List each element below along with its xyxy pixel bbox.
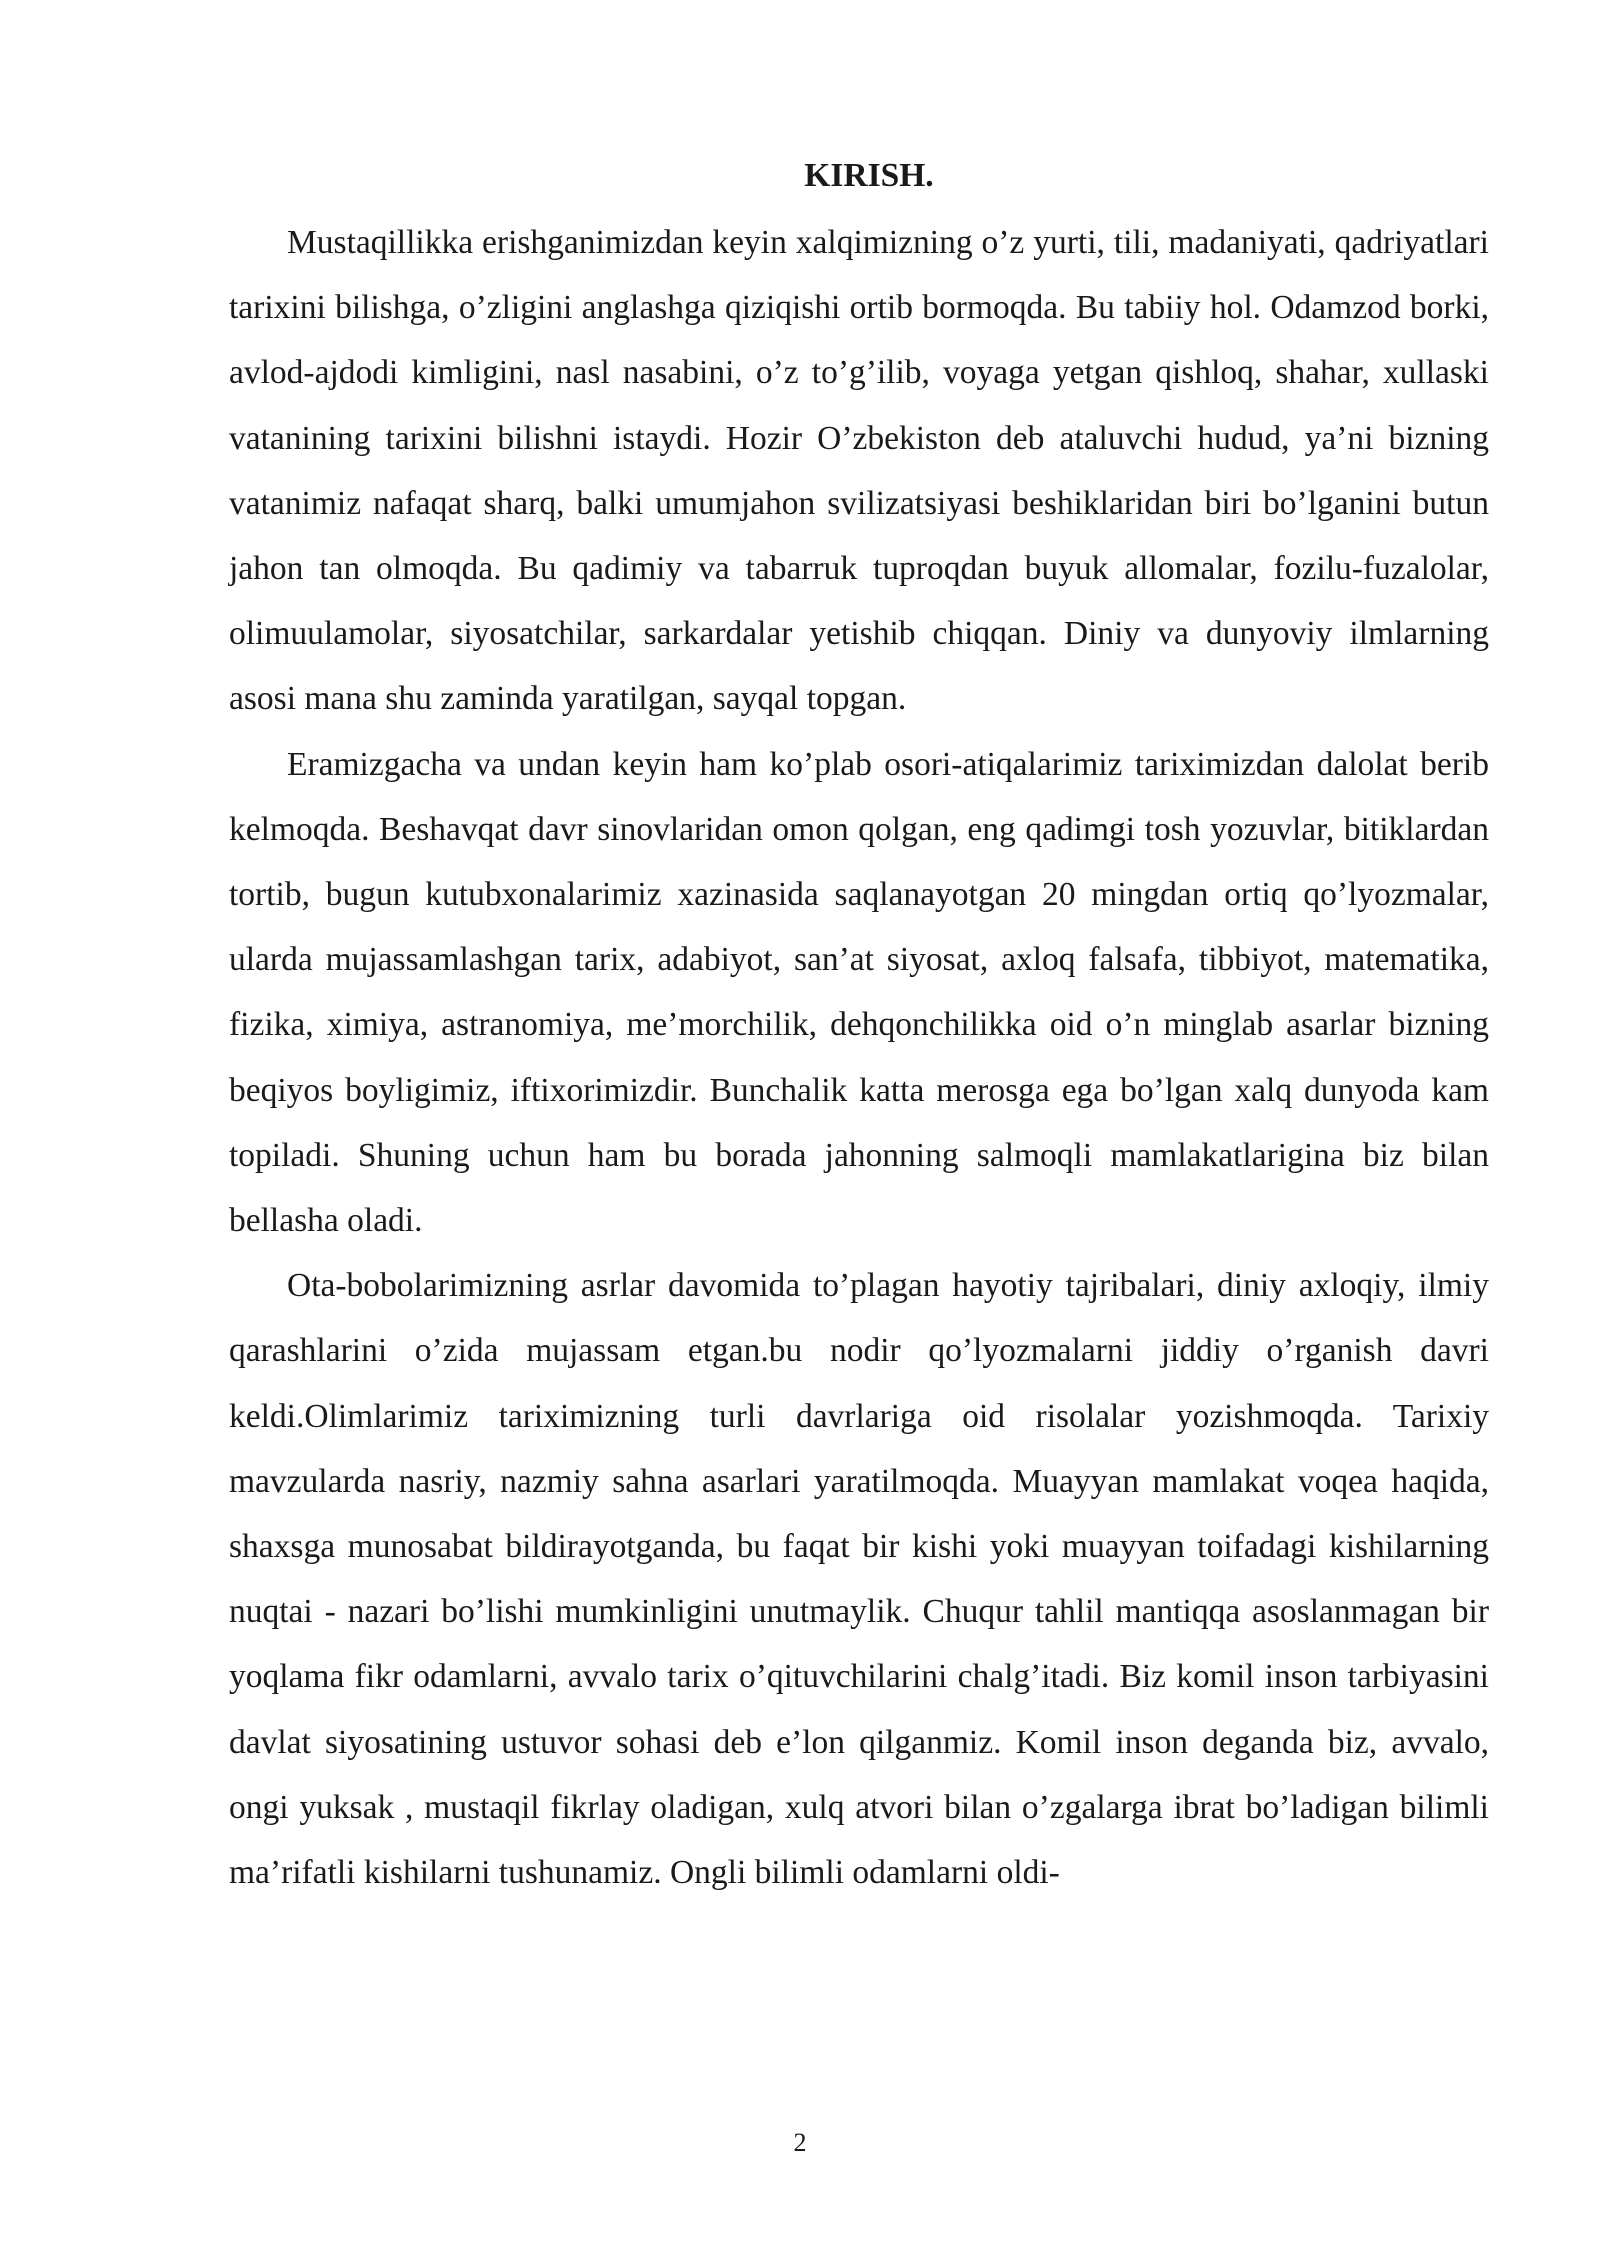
- paragraph-1: Mustaqillikka erishganimizdan keyin xalqimizning o’z yurti, tili, madaniyati, qadriyatlari tarixini bilishga, o’zligini anglashga qiziqishi ortib bormoqda. Bu tabiiy hol. Odamzod borki, avlod-ajdodi kimligini, nasl nasabini, o’z to’g’ilib, voyaga yetgan qishloq, shahar, xullaski vatanining tarixini bilishni istaydi. Hozir O’zbekiston deb ataluvchi hudud, ya’ni bizning vatanimiz nafaqat sharq, balki umumjahon svilizatsiyasi beshiklaridan biri bo’lganini butun jahon tan olmoqda. Bu qadimiy va tabarruk tuproqdan buyuk allomalar, fozilu-fuzalolar, olimuulamolar, siyosatchilar, sarkardalar yetishib chiqqan. Diniy va dunyoviy ilmlarning asosi mana shu zaminda yaratilgan, sayqal topgan.: [229, 224, 1489, 718]
- paragraph-3: Ota-bobolarimizning asrlar davomida to’plagan hayotiy tajribalari, diniy axloqiy, ilmiy qarashlarini o’zida mujassam etgan.bu nodir qo’lyozmalarni jiddiy o’rganish davri keldi.Olimlarimiz tariximizning turli davrlariga oid risolalar yozishmoqda. Tarixiy mavzularda nasriy, nazmiy sahna asarlari yaratilmoqda. Muayyan mamlakat voqea haqida, shaxsga munosabat bildirayotganda, bu faqat bir kishi yoki muayyan toifadagi kishilarning nuqtai - nazari bo’lishi mumkinligini unutmaylik. Chuqur tahlil mantiqqa asoslanmagan bir yoqlama fikr odamlarni, avvalo tarix o’qituvchilarini chalg’itadi. Biz komil inson tarbiyasini davlat siyosatining ustuvor sohasi deb e’lon qilganmiz. Komil inson deganda biz, avvalo, ongi yuksak , mustaqil fikrlay oladigan, xulq atvori bilan o’zgalarga ibrat bo’ladigan bilimli ma’rifatli kishilarni tushunamiz. Ongli bilimli odamlarni oldi-: [229, 1267, 1489, 1892]
- section-title: KIRISH.: [804, 157, 934, 194]
- page-body: [229, 150, 1489, 1905]
- paragraph-2: Eramizgacha va undan keyin ham ko’plab osori-atiqalarimiz tariximizdan dalolat berib kelmoqda. Beshavqat davr sinovlaridan omon qolgan, eng qadimgi tosh yozuvlar, bitiklardan tortib, bugun kutubxonalarimiz xazinasida saqlanayotgan 20 mingdan ortiq qo’lyozmalar, ularda mujassamlashgan tarix, adabiyot, san’at siyosat, axloq falsafa, tibbiyot, matematika, fizika, ximiya, astranomiya, me’morchilik, dehqonchilikka oid o’n minglab asarlar bizning beqiyos boyligimiz, iftixorimizdir. Bunchalik katta merosga ega bo’lgan xalq dunyoda kam topiladi. Shuning uchun ham bu borada jahonning salmoqli mamlakatlarigina biz bilan bellasha oladi.: [229, 745, 1489, 1240]
- page-number: 2: [793, 2128, 807, 2157]
